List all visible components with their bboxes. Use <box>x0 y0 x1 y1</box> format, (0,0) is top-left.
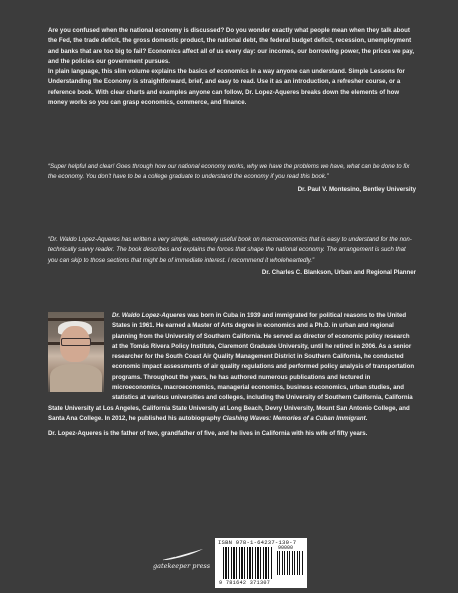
isbn-label: ISBN 978-1-64237-130-7 <box>218 539 297 546</box>
testimonial <box>48 162 416 193</box>
testimonial <box>48 235 416 276</box>
barcode-addon: 90000 <box>278 545 294 551</box>
author-family: Dr. Lopez-Aqueres is the father of two, grandfather of five, and he lives in California with his wife of fifty years. <box>48 430 368 438</box>
testimonial-attribution: Dr. Paul V. Montesino, Bentley University <box>297 185 416 193</box>
testimonial-quote: “Super helpful and clear! Goes through how our national economy works, why we have the problems we have, what can be done to fix the economy. You don’t have to be a college graduate to understand the economy if you read this book.” <box>48 163 410 181</box>
quill-icon <box>161 548 205 562</box>
testimonial-attribution: Dr. Charles C. Blankson, Urban and Regional Planner <box>261 268 416 276</box>
publisher-logo <box>153 548 213 572</box>
author-bio-end: . <box>365 414 368 422</box>
author-name: Dr. Waldo Lopez-Aqueres <box>112 312 186 319</box>
author-bio-body: was born in Cuba in 1939 and immigrated for political reasons to the United States in 1961. He earned a Master of Arts degree in economics and a Ph.D. in urban and regional planning from the University of Southern California. He served as director of economic policy research at the Tomás Rivera Policy Institute, Claremont Graduate University, until he retired in 2006. As a senior researcher for the South Coast Air Quality Management District in Southern California, he conducted economic impact assessments of air quality regulations and performed policy analysis of transportation programs. Throughout the years, he has authored numerous publications and lectured in microeconomics, macroeconomics, managerial economics, business economics, urban studies, and statistics at various universities and colleges, including the University of Southern California, California State University at Los Angeles, California State University at Long Beach, Devry University, Mount San Antonio College, and Santa Ana College. In 2012, he published his autobiography <box>48 312 415 422</box>
book-description <box>48 26 416 108</box>
description-paragraph-1: Are you confused when the national economy is discussed? Do you wonder exactly what people mean when they talk about the Fed, the trade deficit, the gross domestic product, the national debt, the federal budget deficit, recession, unemployment and banks that are too big to fail? Economics affect all of us every day: our incomes, our borrowing power, the prices we pay, and the policies our government pursues. <box>48 27 415 65</box>
barcode-number: 9 781642 371307 <box>219 580 271 586</box>
autobiography-title: Clashing Waves: Memories of a Cuban Immigrant <box>222 414 366 422</box>
description-paragraph-2: In plain language, this slim volume explains the basics of economics in a way anyone can understand. Simple Lessons for Understanding the Economy is straightforward, brief, and easy to read. Use it as an introduction, a refresher course, or a reference book. With clear charts and examples anyone can follow, Dr. Lopez-Aqueres breaks down the elements of how money works so you can grasp economics, commerce, and finance. <box>48 68 405 107</box>
barcode-addon-bars <box>277 551 303 575</box>
testimonial-quote: “Dr. Waldo Lopez-Aqueres has written a very simple, extremely useful book on macroeconomics that is easy to understand for the non-technically savvy reader. The book describes and explains the forces that shape the national economy. The arrangement is such that you can skip to those sections that might be of immediate interest. I recommend it wholeheartedly.” <box>48 236 412 264</box>
author-bio <box>48 311 416 440</box>
barcode-bars <box>223 547 273 579</box>
publisher-name: gatekeeper press <box>153 562 211 570</box>
author-photo <box>48 312 104 392</box>
isbn-barcode <box>215 538 307 588</box>
